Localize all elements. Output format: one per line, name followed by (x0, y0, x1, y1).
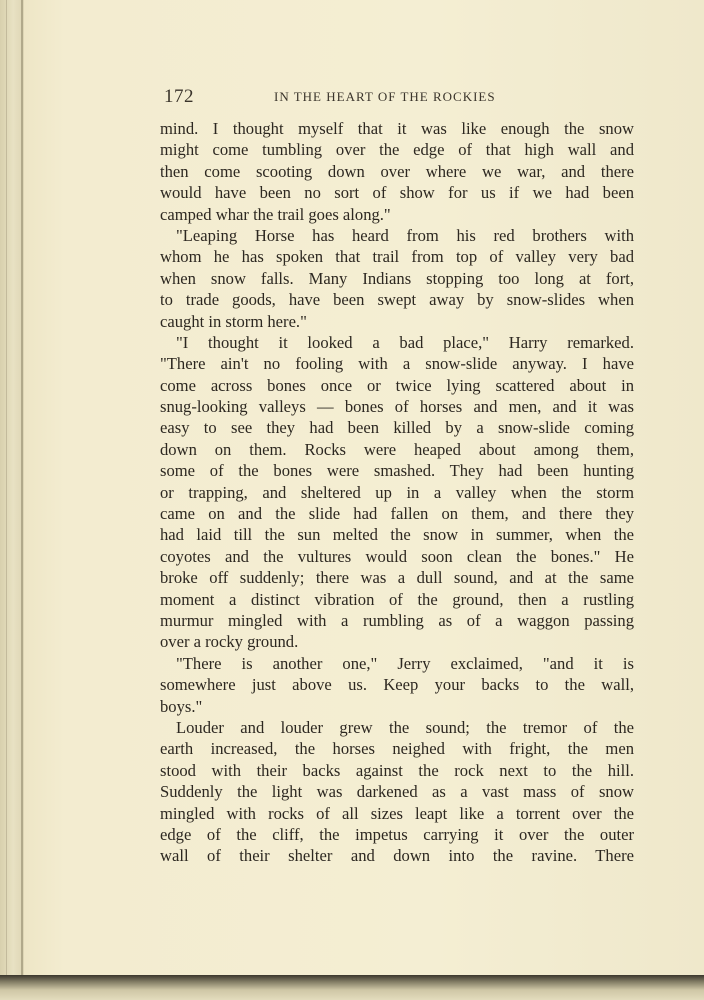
text-line: come across bones once or twice lying scattered about in (160, 375, 634, 395)
text-line: boys." (160, 696, 203, 716)
text-line: coyotes and the vultures would soon clean the bones." He (160, 546, 634, 566)
text-line: "Leaping Horse has heard from his red brothers with (176, 225, 634, 245)
text-line: had laid till the sun melted the snow in summer, when the (160, 525, 634, 545)
text-line: to trade goods, have been swept away by snow-slides when (160, 290, 634, 310)
text-line: came on and the slide had fallen on them, and there they (160, 504, 634, 524)
text-line: camped whar the trail goes along." (160, 204, 391, 224)
text-line: might come tumbling over the edge of that high wall and (160, 140, 634, 160)
text-line: broke off suddenly; there was a dull sound, and at the same (160, 568, 634, 588)
text-line: "There ain't no fooling with a snow-slide anyway. I have (160, 354, 634, 374)
text-line: mind. I thought myself that it was like enough the snow (160, 119, 634, 138)
text-line: moment a distinct vibration of the ground, then a rustling (160, 589, 634, 609)
text-line: edge of the cliff, the impetus carrying it over the outer (160, 824, 634, 844)
book-gutter (0, 0, 24, 1000)
text-line: "There is another one," Jerry exclaimed, "and it is (176, 653, 634, 673)
text-line: down on them. Rocks were heaped about among them, (160, 439, 634, 459)
body-text (160, 118, 634, 867)
text-line: when snow falls. Many Indians stopping too long at fort, (160, 268, 634, 288)
text-line: somewhere just above us. Keep your backs to the wall, (160, 675, 634, 695)
text-line: murmur mingled with a rumbling as of a waggon passing (160, 610, 634, 630)
text-line: Suddenly the light was darkened as a vast mass of snow (160, 782, 634, 802)
text-line: easy to see they had been killed by a snow-slide coming (160, 418, 634, 438)
text-line: Louder and louder grew the sound; the tremor of the (176, 717, 634, 737)
page-bottom-edge (0, 975, 704, 1000)
page-number: 172 (164, 86, 194, 107)
text-line: would have been no sort of show for us if we had been (160, 183, 634, 203)
gutter-spine-line (21, 0, 23, 1000)
text-line: stood with their backs against the rock next to the hill. (160, 760, 634, 780)
text-line: or trapping, and sheltered up in a valley when the storm (160, 482, 634, 502)
text-line: earth increased, the horses neighed with fright, the men (160, 739, 634, 759)
text-line: "I thought it looked a bad place," Harry remarked. (176, 332, 634, 352)
text-line: some of the bones were smashed. They had been hunting (160, 461, 634, 481)
text-line: mingled with rocks of all sizes leapt like a torrent over the (160, 803, 634, 823)
text-line: over a rocky ground. (160, 632, 299, 652)
text-line: wall of their shelter and down into the ravine. There (160, 846, 634, 866)
page-header (24, 86, 704, 110)
book-page (24, 0, 704, 975)
running-head: IN THE HEART OF THE ROCKIES (274, 89, 496, 104)
text-line: then come scooting down over where we war, and there (160, 161, 634, 181)
gutter-edge-line (6, 0, 7, 1000)
text-line: caught in storm here." (160, 311, 307, 331)
text-line: snug-looking valleys — bones of horses and men, and it was (160, 397, 634, 417)
text-line: whom he has spoken that trail from top of valley very bad (160, 247, 634, 267)
